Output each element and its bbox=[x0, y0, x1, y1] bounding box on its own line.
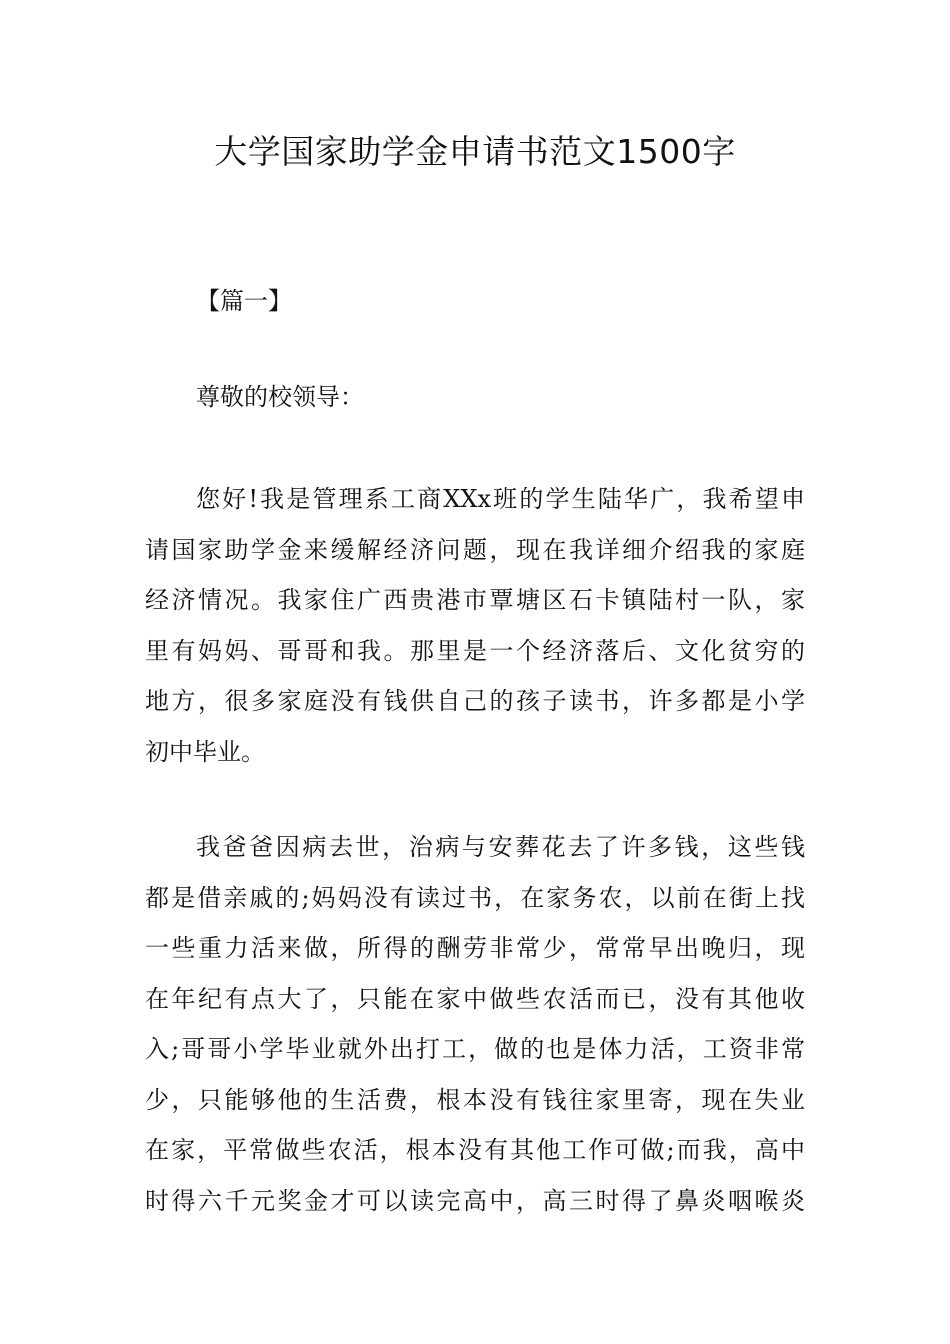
paragraph-line: 经济情况。我家住广西贵港市覃塘区石卡镇陆村一队，家 bbox=[145, 586, 805, 614]
paragraph-line: 我爸爸因病去世，治病与安葬花去了许多钱，这些钱 bbox=[196, 833, 805, 861]
paragraph-line: 少，只能够他的生活费，根本没有钱往家里寄，现在失业 bbox=[145, 1085, 805, 1114]
paragraph-line: 一些重力活来做，所得的酬劳非常少，常常早出晚归，现 bbox=[145, 934, 805, 962]
paragraph-line: 入;哥哥小学毕业就外出打工，做的也是体力活，工资非常 bbox=[145, 1035, 805, 1063]
paragraph-line: 在年纪有点大了，只能在家中做些农活而已，没有其他收 bbox=[145, 984, 805, 1013]
paragraph-line: 里有妈妈、哥哥和我。那里是一个经济落后、文化贫穷的 bbox=[145, 636, 805, 665]
paragraph-line: 地方，很多家庭没有钱供自己的孩子读书，许多都是小学 bbox=[145, 687, 805, 715]
paragraph-line: 时得六千元奖金才可以读完高中，高三时得了鼻炎咽喉炎 bbox=[145, 1186, 805, 1215]
paragraph-1 bbox=[145, 474, 805, 777]
salutation: 尊敬的校领导： bbox=[196, 383, 364, 411]
paragraph-line: 初中毕业。 bbox=[145, 737, 265, 766]
paragraph-line: 在家，平常做些农活，根本没有其他工作可做;而我，高中 bbox=[145, 1136, 805, 1164]
section-label: 【篇一】 bbox=[196, 287, 292, 315]
paragraph-line: 您好!我是管理系工商XXx班的学生陆华广，我希望申 bbox=[196, 485, 805, 513]
paragraph-2 bbox=[145, 822, 805, 1226]
paragraph-line: 请国家助学金来缓解经济问题，现在我详细介绍我的家庭 bbox=[145, 535, 805, 564]
document-title: 大学国家助学金申请书范文1500字 bbox=[214, 132, 736, 171]
paragraph-line: 都是借亲戚的;妈妈没有读过书，在家务农，以前在街上找 bbox=[145, 883, 805, 912]
